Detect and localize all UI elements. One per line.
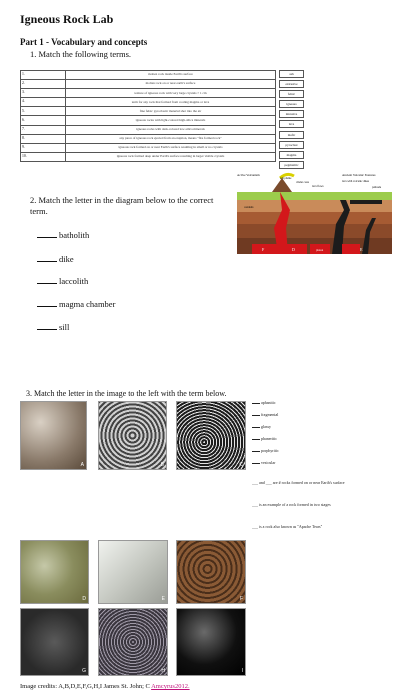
- rock-image-d: D: [20, 540, 89, 604]
- diagram-label-cinder: cinder cone: [296, 181, 309, 184]
- terms-table-row: [21, 89, 276, 98]
- igneous-intrusion-diagram: [232, 170, 394, 260]
- row-number: 8.: [21, 134, 66, 143]
- terms-table-row: [21, 152, 276, 161]
- terms-table-row: [21, 98, 276, 107]
- blank-laccolith: laccolith: [37, 276, 88, 286]
- rock-image-f: F: [176, 540, 246, 604]
- answer-term: ash: [279, 70, 304, 78]
- terms-table-row: [21, 125, 276, 134]
- row-number: 9.: [21, 143, 66, 152]
- row-definition: fine felsic pyroclastic material shot into the air: [66, 107, 276, 116]
- rock-image-g: G: [20, 608, 89, 676]
- row-definition: term for any rock that formed from cooling magma or lava: [66, 98, 276, 107]
- blank-sill: sill: [37, 322, 69, 332]
- part1-instruction: 1. Match the following terms.: [30, 49, 132, 59]
- credits-link[interactable]: Amcyrus2012.: [151, 683, 190, 690]
- diagram-label-lava-dikes: lava with volcanic dikes: [342, 180, 370, 183]
- terms-table: [20, 70, 276, 162]
- row-number: 4.: [21, 98, 66, 107]
- sentence-surface-rocks: ___ and ___ are # rocks formed on or near Earth's surface: [252, 480, 345, 485]
- row-definition: molten rock on or near earth's surface: [66, 80, 276, 89]
- credits-text: Image credits: A,B,D,E,F,G,H,I James St. John; C: [20, 683, 152, 690]
- row-number: 10.: [21, 152, 66, 161]
- row-definition: igneous rock formed deep under Earth's surface resulting in larger visible crystals: [66, 152, 276, 161]
- terms-table-row: [21, 116, 276, 125]
- blank-batholith: batholith: [37, 230, 89, 240]
- image-credits: [20, 683, 190, 690]
- row-number: 2.: [21, 80, 66, 89]
- part3-question: 3. Match the letter in the image to the left with the term below.: [26, 389, 227, 398]
- rock-image-e: E: [98, 540, 168, 604]
- diagram-label-palisade: palisade: [372, 186, 382, 189]
- answer-term: igneous: [279, 100, 304, 108]
- row-definition: igneous rock formed on or near Earth's surface resulting in small or no crystals: [66, 143, 276, 152]
- row-number: 5.: [21, 107, 66, 116]
- answer-bank: [279, 70, 304, 171]
- terms-table-row: [21, 143, 276, 152]
- page-title: Igneous Rock Lab: [20, 12, 114, 26]
- row-definition: igneous rocks with light-colored high-silica minerals: [66, 116, 276, 125]
- terms-table-row: [21, 107, 276, 116]
- terms-table-row: [21, 134, 276, 143]
- diagram-label-flows: lava flows: [312, 185, 324, 188]
- part1-heading: Part 1 - Vocabulary and concepts: [20, 37, 148, 47]
- answer-term: lava: [279, 120, 304, 128]
- term-fragmental: fragmental: [252, 412, 278, 417]
- part2-question: 2. Match the letter in the diagram below to the correct term.: [30, 195, 214, 216]
- terms-table-row: [21, 71, 276, 80]
- term-porphyritic: porphyritic: [252, 448, 279, 453]
- terms-table-row: [21, 80, 276, 89]
- diagram-label-pluton: pluton: [316, 249, 324, 252]
- diagram-label-active: Active Volcanism: [237, 173, 260, 177]
- answer-term: intrusive: [279, 110, 304, 118]
- sentence-apache-tears: ___ is a rock also known as "Apache Tears": [252, 524, 323, 529]
- term-phaneritic: phaneritic: [252, 436, 277, 441]
- diagram-label-conduits: conduits: [244, 206, 254, 209]
- row-definition: igneous rocks with dark-colored low-silica minerals: [66, 125, 276, 134]
- row-number: 6.: [21, 116, 66, 125]
- diagram-label-ash: ash plume: [280, 177, 292, 180]
- blank-dike: dike: [37, 254, 74, 264]
- answer-term: extrusive: [279, 80, 304, 88]
- blank-magma-chamber: magma chamber: [37, 299, 115, 309]
- answer-term: pyroclast: [279, 141, 304, 149]
- rock-image-b: B: [98, 401, 167, 470]
- term-glassy: glassy: [252, 424, 271, 429]
- rock-image-h: H: [98, 608, 168, 676]
- row-number: 7.: [21, 125, 66, 134]
- row-definition: molten rock inside Earth's surface: [66, 71, 276, 80]
- row-definition: any piece of igneous rock ejected from an eruption, means "fire formed rock": [66, 134, 276, 143]
- rock-image-a: A: [20, 401, 87, 470]
- answer-term: felsic: [279, 90, 304, 98]
- term-vesicular: vesicular: [252, 460, 275, 465]
- answer-term: mafic: [279, 131, 304, 139]
- term-aphanitic: aphanitic: [252, 400, 276, 405]
- answer-term: pegmatitic: [279, 161, 304, 169]
- row-number: 1.: [21, 71, 66, 80]
- rock-image-c: C: [176, 401, 246, 470]
- diagram-letter-d: D: [292, 247, 295, 252]
- sentence-two-stages: ___ is an example of a rock formed in two stages: [252, 502, 331, 507]
- row-number: 3.: [21, 89, 66, 98]
- diagram-letter-e: E: [360, 247, 363, 252]
- diagram-letter-f: F: [262, 247, 265, 252]
- diagram-label-ancient: Ancient Volcanic Features: [342, 173, 376, 177]
- rock-image-i: I: [176, 608, 246, 676]
- row-definition: texture of igneous rock with very large crystals > 1 cm: [66, 89, 276, 98]
- answer-term: magma: [279, 151, 304, 159]
